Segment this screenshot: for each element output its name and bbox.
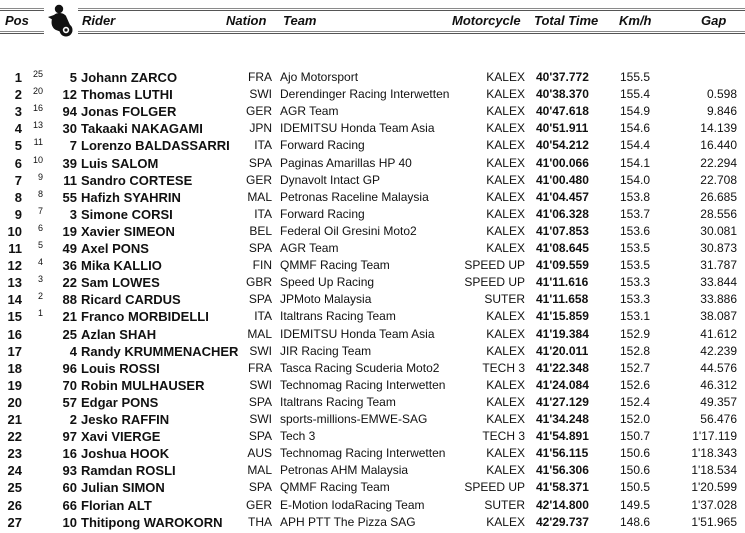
team-cell: Petronas Raceline Malaysia <box>280 189 429 204</box>
nation-cell: SPA <box>248 394 272 409</box>
table-row <box>0 189 745 206</box>
motorcycle-cell: KALEX <box>486 514 525 529</box>
gap-cell: 1'51.965 <box>691 514 737 529</box>
gap-cell: 56.476 <box>700 412 737 426</box>
position-cell: 23 <box>7 446 22 462</box>
total-time-cell: 41'27.129 <box>536 394 589 409</box>
rider-name-cell: Florian ALT <box>81 497 152 513</box>
speed-cell: 152.4 <box>620 394 651 409</box>
team-cell: Italtrans Racing Team <box>280 309 396 324</box>
total-time-cell: 41'19.384 <box>536 326 589 341</box>
motorcycle-cell: KALEX <box>486 138 525 153</box>
rider-name-cell: Jesko RAFFIN <box>81 412 170 427</box>
speed-cell: 150.6 <box>620 463 651 478</box>
motorcycle-cell: SUTER <box>484 497 525 512</box>
total-time-cell: 41'11.658 <box>536 292 589 307</box>
speed-cell: 149.5 <box>620 497 651 512</box>
header-pos: Pos <box>5 13 29 28</box>
nation-cell: SWI <box>249 343 272 358</box>
rider-number-cell: 36 <box>62 258 77 274</box>
position-cell: 24 <box>7 463 22 479</box>
header-nation: Nation <box>226 13 267 28</box>
rider-number-cell: 3 <box>69 206 77 222</box>
nation-cell: SWI <box>249 377 272 392</box>
nation-cell: AUS <box>247 446 272 461</box>
gap-cell: 33.886 <box>700 292 737 307</box>
team-cell: IDEMITSU Honda Team Asia <box>280 326 435 341</box>
position-cell: 14 <box>7 292 22 308</box>
position-cell: 27 <box>7 514 22 530</box>
speed-cell: 153.6 <box>620 223 651 238</box>
gap-cell: 16.440 <box>700 138 737 153</box>
nation-cell: SPA <box>248 155 272 170</box>
gap-cell: 30.873 <box>700 241 737 255</box>
position-cell: 12 <box>7 258 22 274</box>
rider-name-cell: Edgar PONS <box>81 394 159 410</box>
motorcycle-cell: KALEX <box>486 446 525 461</box>
team-cell: Federal Oil Gresini Moto2 <box>280 223 417 238</box>
rider-number-cell: 55 <box>62 189 77 205</box>
gap-cell: 42.239 <box>700 343 737 358</box>
rider-name-cell: Louis ROSSI <box>81 360 160 376</box>
position-cell: 15 <box>7 309 22 325</box>
nation-cell: ITA <box>254 309 272 324</box>
speed-cell: 154.0 <box>620 172 651 187</box>
total-time-cell: 41'00.066 <box>536 155 589 170</box>
position-cell: 20 <box>7 394 22 410</box>
nation-cell: GBR <box>245 275 272 290</box>
rider-number-cell: 97 <box>62 429 77 445</box>
rider-number-cell: 21 <box>62 309 77 325</box>
speed-cell: 154.4 <box>620 138 651 153</box>
team-cell: Derendinger Racing Interwetten <box>280 87 450 102</box>
rider-name-cell: Randy KRUMMENACHER <box>81 343 239 359</box>
rider-number-cell: 96 <box>62 360 77 376</box>
points-cell: 10 <box>32 154 43 165</box>
rider-name-cell: Ramdan ROSLI <box>81 463 176 479</box>
position-cell: 13 <box>7 275 22 291</box>
speed-cell: 155.5 <box>620 70 651 84</box>
points-cell: 3 <box>37 274 43 285</box>
team-cell: Speed Up Racing <box>280 275 375 290</box>
rider-number-cell: 2 <box>69 412 77 427</box>
rider-number-cell: 16 <box>62 446 77 462</box>
motorcycle-cell: TECH 3 <box>482 360 525 375</box>
total-time-cell: 41'22.348 <box>536 360 589 375</box>
rider-name-cell: Luis SALOM <box>81 155 159 171</box>
points-cell: 2 <box>37 291 43 302</box>
team-cell: JIR Racing Team <box>280 343 372 358</box>
rider-number-cell: 57 <box>62 394 77 410</box>
table-row <box>0 69 745 86</box>
rider-number-cell: 11 <box>63 172 77 188</box>
total-time-cell: 42'29.737 <box>536 514 589 529</box>
nation-cell: SWI <box>249 87 272 102</box>
motorcycle-cell: KALEX <box>486 172 525 187</box>
rider-name-cell: Joshua HOOK <box>81 446 170 462</box>
team-cell: IDEMITSU Honda Team Asia <box>280 121 435 136</box>
table-row <box>0 223 745 240</box>
speed-cell: 153.5 <box>620 241 651 255</box>
rider-name-cell: Xavi VIERGE <box>81 429 161 445</box>
rider-number-cell: 30 <box>62 121 77 137</box>
table-row <box>0 291 745 308</box>
header-rider: Rider <box>82 13 116 28</box>
points-cell: 8 <box>37 188 43 199</box>
motorcycle-cell: KALEX <box>486 121 525 136</box>
team-cell: Forward Racing <box>280 138 365 153</box>
nation-cell: SPA <box>248 292 272 307</box>
speed-cell: 152.8 <box>620 343 651 358</box>
total-time-cell: 40'38.370 <box>536 87 589 102</box>
nation-cell: BEL <box>249 223 272 238</box>
nation-cell: SWI <box>249 412 272 426</box>
gap-cell: 22.294 <box>700 155 737 170</box>
rider-name-cell: Thitipong WAROKORN <box>81 514 223 530</box>
rider-name-cell: Ricard CARDUS <box>81 292 181 308</box>
position-cell: 22 <box>7 429 22 445</box>
team-cell: Forward Racing <box>280 206 365 221</box>
motorcycle-cell: SUTER <box>484 292 525 307</box>
rider-name-cell: Azlan SHAH <box>81 326 157 342</box>
team-cell: APH PTT The Pizza SAG <box>280 514 416 529</box>
rider-number-cell: 88 <box>62 292 77 308</box>
gap-cell: 33.844 <box>700 275 737 290</box>
motorcycle-cell: SPEED UP <box>464 480 525 495</box>
table-row <box>0 120 745 137</box>
rider-number-cell: 12 <box>62 87 77 103</box>
rider-name-cell: Jonas FOLGER <box>81 104 177 120</box>
nation-cell: FRA <box>248 70 272 84</box>
team-cell: Italtrans Racing Team <box>280 394 396 409</box>
position-cell: 3 <box>14 104 22 120</box>
nation-cell: MAL <box>247 463 272 478</box>
position-cell: 7 <box>14 172 22 188</box>
points-cell: 5 <box>37 240 43 250</box>
rider-number-cell: 66 <box>62 497 77 513</box>
motorcycle-cell: KALEX <box>486 343 525 358</box>
motorcycle-cell: KALEX <box>486 241 525 255</box>
points-cell: 25 <box>32 69 43 79</box>
rider-number-cell: 39 <box>62 155 77 171</box>
rider-name-cell: Mika KALLIO <box>81 258 162 274</box>
position-cell: 9 <box>14 206 22 222</box>
rider-name-cell: Lorenzo BALDASSARRI <box>81 138 230 154</box>
speed-cell: 152.7 <box>620 360 651 375</box>
gap-cell: 1'17.119 <box>692 429 737 444</box>
header-rule-top-2 <box>0 10 745 11</box>
gap-cell: 22.708 <box>700 172 737 187</box>
header-rule-bottom-2 <box>0 33 745 34</box>
table-row <box>0 172 745 189</box>
points-cell: 20 <box>32 86 43 97</box>
nation-cell: FIN <box>252 258 272 273</box>
table-row <box>0 137 745 154</box>
total-time-cell: 41'00.480 <box>536 172 589 187</box>
total-time-cell: 41'56.115 <box>536 446 589 461</box>
gap-cell: 31.787 <box>700 258 737 273</box>
position-cell: 19 <box>7 377 22 393</box>
speed-cell: 153.5 <box>620 258 651 273</box>
gap-cell: 49.357 <box>700 394 737 409</box>
total-time-cell: 41'34.248 <box>536 412 589 426</box>
team-cell: Petronas AHM Malaysia <box>280 463 409 478</box>
position-cell: 11 <box>8 241 22 256</box>
table-row <box>0 377 745 394</box>
table-row <box>0 308 745 325</box>
total-time-cell: 40'54.212 <box>536 138 589 153</box>
team-cell: Technomag Racing Interwetten <box>280 446 446 461</box>
points-cell: 16 <box>32 103 43 114</box>
points-cell: 1 <box>37 308 43 319</box>
rider-name-cell: Sam LOWES <box>81 275 160 291</box>
total-time-cell: 41'04.457 <box>536 189 589 204</box>
gap-cell: 44.576 <box>700 360 737 375</box>
total-time-cell: 41'11.616 <box>536 275 589 290</box>
points-cell: 9 <box>37 171 43 182</box>
total-time-cell: 41'08.645 <box>536 241 589 255</box>
speed-cell: 148.6 <box>620 514 651 529</box>
rider-name-cell: Franco MORBIDELLI <box>81 309 209 325</box>
motorcycle-cell: KALEX <box>486 377 525 392</box>
gap-cell: 1'18.534 <box>691 463 737 478</box>
rider-name-cell: Takaaki NAKAGAMI <box>81 121 203 137</box>
position-cell: 4 <box>14 121 22 137</box>
table-row <box>0 445 745 462</box>
nation-cell: ITA <box>254 138 272 153</box>
header-total-time: Total Time <box>534 13 599 28</box>
table-row <box>0 394 745 411</box>
position-cell: 18 <box>7 360 22 376</box>
header-kmh: Km/h <box>619 13 652 28</box>
gap-cell: 9.846 <box>706 104 737 119</box>
rider-number-cell: 25 <box>62 326 77 342</box>
rider-number-cell: 4 <box>69 343 77 359</box>
nation-cell: MAL <box>247 326 272 341</box>
team-cell: Ajo Motorsport <box>280 70 359 84</box>
speed-cell: 152.9 <box>620 326 651 341</box>
motorcycle-cell: KALEX <box>486 70 525 84</box>
rider-name-cell: Axel PONS <box>81 241 149 256</box>
team-cell: QMMF Racing Team <box>280 258 390 273</box>
nation-cell: JPN <box>249 121 272 136</box>
nation-cell: GER <box>245 172 272 187</box>
rider-number-cell: 5 <box>69 70 77 85</box>
rider-number-cell: 22 <box>62 275 77 291</box>
table-row <box>0 514 745 531</box>
gap-cell: 1'18.343 <box>691 446 737 461</box>
position-cell: 21 <box>7 412 22 427</box>
position-cell: 10 <box>7 223 22 239</box>
points-cell: 4 <box>37 257 43 268</box>
position-cell: 17 <box>7 343 22 359</box>
table-row <box>0 479 745 496</box>
total-time-cell: 40'47.618 <box>536 104 589 119</box>
rider-number-cell: 94 <box>62 104 77 120</box>
rider-number-cell: 19 <box>62 223 77 239</box>
nation-cell: SPA <box>248 480 272 495</box>
rider-name-cell: Thomas LUTHI <box>81 87 173 103</box>
total-time-cell: 41'54.891 <box>536 429 589 444</box>
total-time-cell: 42'14.800 <box>536 497 589 512</box>
table-row <box>0 257 745 274</box>
gap-cell: 1'37.028 <box>691 497 737 512</box>
gap-cell: 1'20.599 <box>691 480 737 495</box>
gap-cell: 46.312 <box>700 377 737 392</box>
rider-name-cell: Julian SIMON <box>81 480 165 496</box>
speed-cell: 150.5 <box>620 480 651 495</box>
motorcycle-cell: KALEX <box>486 189 525 204</box>
total-time-cell: 41'56.306 <box>536 463 589 478</box>
points-cell: 11 <box>33 137 43 148</box>
motorcycle-cell: KALEX <box>486 326 525 341</box>
position-cell: 1 <box>14 70 22 85</box>
rider-number-cell: 49 <box>62 241 77 256</box>
table-row <box>0 428 745 445</box>
rider-name-cell: Sandro CORTESE <box>81 172 193 188</box>
rider-name-cell: Robin MULHAUSER <box>81 377 205 393</box>
table-row <box>0 360 745 377</box>
team-cell: E-Motion IodaRacing Team <box>280 497 425 512</box>
speed-cell: 153.3 <box>620 275 651 290</box>
total-time-cell: 41'09.559 <box>536 258 589 273</box>
header-gap: Gap <box>701 13 727 28</box>
nation-cell: ITA <box>254 206 272 221</box>
team-cell: QMMF Racing Team <box>280 480 390 495</box>
total-time-cell: 41'07.853 <box>536 223 589 238</box>
table-row <box>0 206 745 223</box>
total-time-cell: 41'20.011 <box>536 343 589 358</box>
team-cell: Tasca Racing Scuderia Moto2 <box>280 360 440 375</box>
motorcycle-rider-icon <box>44 3 78 39</box>
motorcycle-cell: KALEX <box>486 223 525 238</box>
team-cell: Paginas Amarillas HP 40 <box>280 155 412 170</box>
nation-cell: FRA <box>248 360 272 375</box>
rider-name-cell: Hafizh SYAHRIN <box>81 189 181 205</box>
gap-cell: 26.685 <box>700 189 737 204</box>
points-cell: 6 <box>37 222 43 233</box>
gap-cell: 41.612 <box>700 326 737 341</box>
team-cell: Dynavolt Intact GP <box>280 172 381 187</box>
total-time-cell: 41'15.859 <box>536 309 589 324</box>
header-rule-top-1 <box>0 8 745 9</box>
total-time-cell: 41'06.328 <box>536 206 589 221</box>
total-time-cell: 41'58.371 <box>536 480 589 495</box>
points-cell: 7 <box>37 205 43 216</box>
gap-cell: 14.139 <box>700 121 737 136</box>
nation-cell: SPA <box>248 241 272 255</box>
table-row <box>0 155 745 172</box>
motorcycle-cell: KALEX <box>486 206 525 221</box>
gap-cell: 0.598 <box>706 87 737 102</box>
table-row <box>0 343 745 360</box>
table-row <box>0 274 745 291</box>
rider-number-cell: 93 <box>62 463 77 479</box>
motorcycle-cell: KALEX <box>486 463 525 478</box>
rider-number-cell: 60 <box>62 480 77 496</box>
rider-number-cell: 70 <box>62 377 77 393</box>
position-cell: 5 <box>14 138 22 154</box>
total-time-cell: 40'51.911 <box>536 121 589 136</box>
motorcycle-cell: KALEX <box>486 309 525 324</box>
team-cell: AGR Team <box>280 241 339 255</box>
position-cell: 2 <box>14 87 22 103</box>
position-cell: 6 <box>14 155 22 171</box>
gap-cell: 38.087 <box>700 309 737 324</box>
gap-cell: 30.081 <box>700 223 737 238</box>
table-row <box>0 240 745 257</box>
points-cell: 13 <box>32 120 43 131</box>
header-team: Team <box>283 13 317 28</box>
total-time-cell: 40'37.772 <box>536 70 589 84</box>
speed-cell: 154.9 <box>620 104 651 119</box>
table-row <box>0 86 745 103</box>
rider-name-cell: Xavier SIMEON <box>81 223 175 239</box>
nation-cell: MAL <box>247 189 272 204</box>
speed-cell: 150.7 <box>620 429 651 444</box>
nation-cell: GER <box>245 497 272 512</box>
total-time-cell: 41'24.084 <box>536 377 589 392</box>
team-cell: JPMoto Malaysia <box>280 292 372 307</box>
rider-number-cell: 7 <box>69 138 77 154</box>
team-cell: AGR Team <box>280 104 339 119</box>
motorcycle-cell: SPEED UP <box>464 258 525 273</box>
speed-cell: 154.1 <box>620 155 651 170</box>
table-row <box>0 326 745 343</box>
motorcycle-cell: KALEX <box>486 394 525 409</box>
gap-cell: 28.556 <box>700 206 737 221</box>
position-cell: 8 <box>14 189 22 205</box>
speed-cell: 153.7 <box>620 206 651 221</box>
speed-cell: 155.4 <box>620 87 651 102</box>
team-cell: Technomag Racing Interwetten <box>280 377 446 392</box>
speed-cell: 153.8 <box>620 189 651 204</box>
table-row <box>0 462 745 479</box>
motorcycle-cell: TECH 3 <box>482 429 525 444</box>
speed-cell: 152.6 <box>620 377 651 392</box>
nation-cell: THA <box>248 514 272 529</box>
rider-number-cell: 10 <box>62 514 77 530</box>
motorcycle-cell: KALEX <box>486 412 525 426</box>
table-row <box>0 411 745 428</box>
rider-name-cell: Johann ZARCO <box>81 70 178 85</box>
speed-cell: 152.0 <box>620 412 651 426</box>
motorcycle-cell: KALEX <box>486 155 525 170</box>
motorcycle-cell: KALEX <box>486 104 525 119</box>
table-row <box>0 103 745 120</box>
speed-cell: 150.6 <box>620 446 651 461</box>
position-cell: 26 <box>7 497 22 513</box>
rider-name-cell: Simone CORSI <box>81 206 173 222</box>
motorcycle-cell: KALEX <box>486 87 525 102</box>
speed-cell: 153.3 <box>620 292 651 307</box>
motorcycle-cell: SPEED UP <box>464 275 525 290</box>
header-motorcycle: Motorcycle <box>452 13 521 28</box>
header-rule-bottom-1 <box>0 31 745 32</box>
nation-cell: SPA <box>248 429 272 444</box>
nation-cell: GER <box>245 104 272 119</box>
speed-cell: 154.6 <box>620 121 651 136</box>
position-cell: 16 <box>7 326 22 342</box>
table-row <box>0 497 745 514</box>
team-cell: sports-millions-EMWE-SAG <box>280 412 428 426</box>
team-cell: Tech 3 <box>280 429 316 444</box>
speed-cell: 153.1 <box>620 309 651 324</box>
position-cell: 25 <box>7 480 22 496</box>
